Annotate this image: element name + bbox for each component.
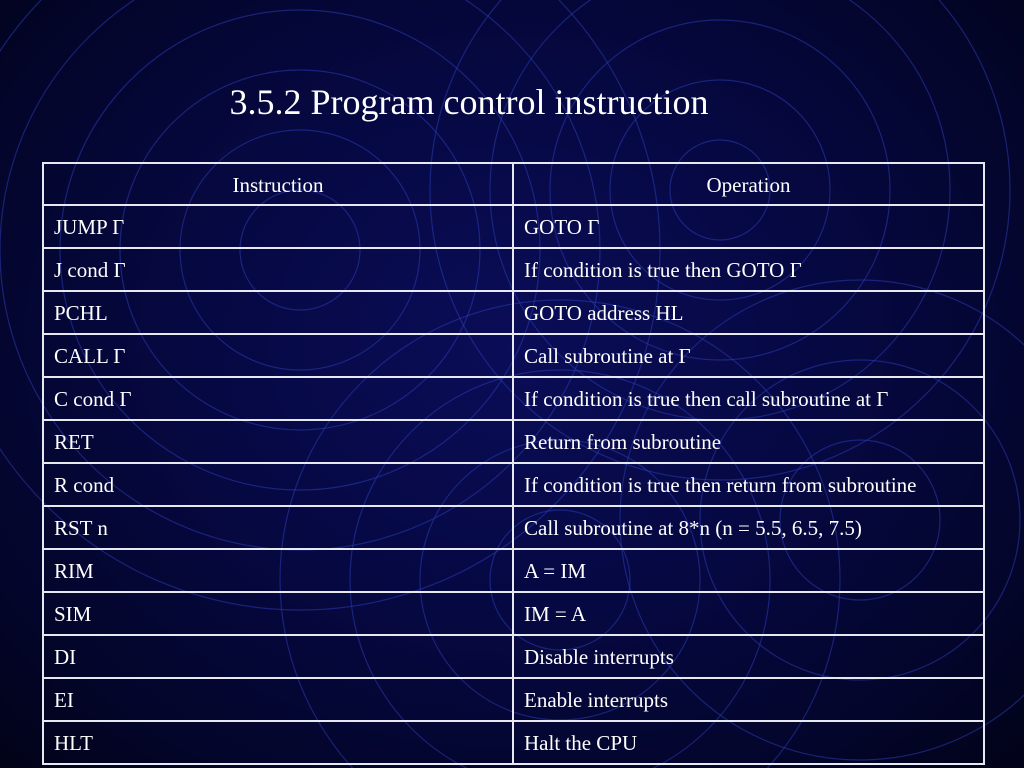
instruction-cell: R cond <box>43 463 513 506</box>
instruction-cell: DI <box>43 635 513 678</box>
instruction-cell: RIM <box>43 549 513 592</box>
column-header-operation: Operation <box>513 163 984 205</box>
table-row <box>43 205 984 248</box>
instruction-cell: RET <box>43 420 513 463</box>
table-row <box>43 635 984 678</box>
table-row <box>43 506 984 549</box>
table-row <box>43 721 984 764</box>
operation-cell: GOTO address HL <box>513 291 984 334</box>
instruction-cell: PCHL <box>43 291 513 334</box>
instruction-cell: J cond Γ <box>43 248 513 291</box>
column-header-instruction: Instruction <box>43 163 513 205</box>
operation-cell: Halt the CPU <box>513 721 984 764</box>
instruction-cell: C cond Γ <box>43 377 513 420</box>
operation-cell: A = IM <box>513 549 984 592</box>
table-row <box>43 592 984 635</box>
operation-cell: Enable interrupts <box>513 678 984 721</box>
operation-cell: IM = A <box>513 592 984 635</box>
table-row <box>43 248 984 291</box>
operation-cell: Disable interrupts <box>513 635 984 678</box>
table-row <box>43 463 984 506</box>
operation-cell: Return from subroutine <box>513 420 984 463</box>
operation-cell: If condition is true then call subroutine at Γ <box>513 377 984 420</box>
table-row <box>43 678 984 721</box>
page-title: 3.5.2 Program control instruction <box>229 82 709 122</box>
table-row <box>43 420 984 463</box>
table-header-row <box>43 163 984 205</box>
operation-cell: GOTO Γ <box>513 205 984 248</box>
instruction-cell: JUMP Γ <box>43 205 513 248</box>
table-row <box>43 549 984 592</box>
operation-cell: Call subroutine at Γ <box>513 334 984 377</box>
instruction-cell: RST n <box>43 506 513 549</box>
instruction-cell: SIM <box>43 592 513 635</box>
instruction-cell: EI <box>43 678 513 721</box>
operation-cell: If condition is true then GOTO Γ <box>513 248 984 291</box>
table-row <box>43 377 984 420</box>
operation-cell: If condition is true then return from subroutine <box>513 463 984 506</box>
instruction-table-container <box>42 162 983 765</box>
instruction-cell: HLT <box>43 721 513 764</box>
operation-cell: Call subroutine at 8*n (n = 5.5, 6.5, 7.5) <box>513 506 984 549</box>
instruction-cell: CALL Γ <box>43 334 513 377</box>
table-row <box>43 334 984 377</box>
instruction-table <box>42 162 985 765</box>
table-row <box>43 291 984 334</box>
